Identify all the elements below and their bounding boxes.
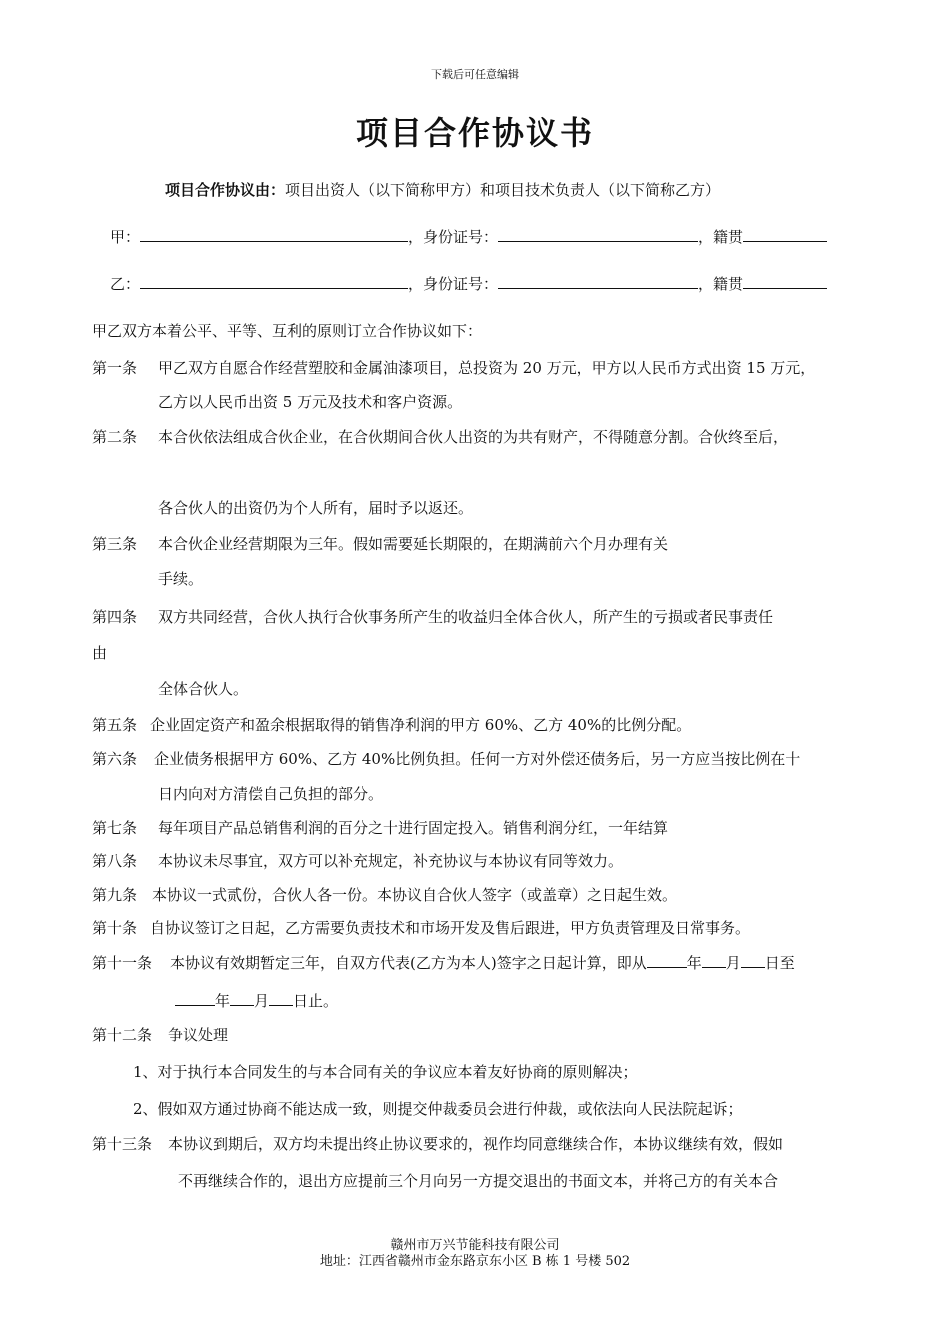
article-number: 第一条 [92, 359, 138, 377]
party-b-id-blank [498, 274, 698, 289]
day-to-label: 日至 [764, 954, 795, 972]
article-13 [92, 1133, 783, 1154]
article-10 [92, 917, 750, 938]
article-text: 本协议一式贰份，合伙人各一份。本协议自合伙人签字（或盖章）之日起生效。 [152, 886, 678, 904]
party-b-origin-blank [743, 274, 827, 289]
start-year-blank [647, 953, 687, 968]
party-a-id-label: ，身份证号： [408, 228, 499, 246]
party-a-name-blank [140, 227, 408, 242]
article-2 [92, 426, 788, 447]
article-number: 第十三条 [92, 1135, 153, 1153]
article-text: 本合伙企业经营期限为三年。假如需要延长期限的，在期满前六个月办理有关 [158, 535, 669, 553]
article-number: 第二条 [92, 428, 138, 446]
intro-text: 项目出资人（以下简称甲方）和项目技术负责人（以下简称乙方） [285, 181, 721, 199]
article-text: 本协议到期后，双方均未提出终止协议要求的，视作均同意继续合作，本协议继续有效，假如 [168, 1135, 784, 1153]
article-1 [92, 357, 815, 378]
article-text: 企业固定资产和盈余根据取得的销售净利润的甲方 60%、乙方 40%的比例分配。 [150, 716, 692, 734]
month-label: 月 [725, 954, 741, 972]
start-day-blank [741, 953, 765, 968]
article-text: 企业债务根据甲方 60%、乙方 40%比例负担。任何一方对外偿还债务后，另一方应当按比例在十 [154, 750, 801, 768]
article-text: 甲乙双方自愿合作经营塑胶和金属油漆项目，总投资为 20 万元，甲方以人民币方式出资 15 万元， [158, 359, 816, 377]
article-12-item-1: 1、对于执行本合同发生的与本合同有关的争议应本着友好协商的原则解决； [133, 1063, 638, 1081]
end-year-blank [175, 991, 215, 1006]
preamble: 甲乙双方本着公平、平等、互利的原则订立合作协议如下： [92, 322, 483, 340]
article-2-cont: 各合伙人的出资仍为个人所有，届时予以返还。 [158, 499, 474, 517]
article-3 [92, 533, 668, 554]
article-4 [92, 606, 773, 627]
article-text: 争议处理 [168, 1026, 229, 1044]
article-8 [92, 850, 623, 871]
article-text: 双方共同经营，合伙人执行合伙事务所产生的收益归全体合伙人，所产生的亏损或者民事责任 [158, 608, 774, 626]
year-label: 年 [686, 954, 702, 972]
article-number: 第八条 [92, 852, 138, 870]
party-a-id-blank [498, 227, 698, 242]
footer-company: 赣州市万兴节能科技有限公司 [390, 1238, 560, 1253]
page-header: 下载后可任意编辑 [431, 68, 519, 81]
article-number: 第十二条 [92, 1026, 153, 1044]
start-month-blank [702, 953, 726, 968]
party-a-origin-blank [743, 227, 827, 242]
article-7 [92, 817, 668, 838]
intro-line [165, 179, 720, 200]
party-b-line [110, 273, 827, 294]
article-number: 第六条 [92, 750, 138, 768]
article-text: 本协议有效期暂定三年，自双方代表(乙方为本人)签字之日起计算，即从 [170, 954, 647, 972]
article-number: 第七条 [92, 819, 138, 837]
article-text: 本合伙依法组成合伙企业，在合伙期间合伙人出资的为共有财产，不得随意分割。合伙终至后， [158, 428, 789, 446]
party-b-origin-label: ，籍贯 [698, 275, 744, 293]
article-text: 每年项目产品总销售利润的百分之十进行固定投入。销售利润分红，一年结算 [158, 819, 669, 837]
article-number: 第五条 [92, 716, 138, 734]
article-11-cont [175, 990, 338, 1011]
article-11 [92, 952, 795, 973]
article-4-cont: 全体合伙人。 [158, 680, 249, 698]
article-6-cont: 日内向对方清偿自己负担的部分。 [158, 785, 384, 803]
end-month-blank [230, 991, 254, 1006]
end-day-blank [269, 991, 293, 1006]
day-end-label: 日止。 [293, 992, 339, 1010]
party-b-id-label: ，身份证号： [408, 275, 499, 293]
article-1-cont: 乙方以人民币出资 5 万元及技术和客户资源。 [158, 393, 463, 411]
article-5 [92, 714, 691, 735]
article-6 [92, 748, 800, 769]
article-number: 第十条 [92, 919, 138, 937]
article-12-item-2: 2、假如双方通过协商不能达成一致，则提交仲裁委员会进行仲裁，或依法向人民法院起诉； [133, 1100, 743, 1118]
article-12 [92, 1024, 228, 1045]
article-9 [92, 884, 677, 905]
document-title: 项目合作协议书 [355, 114, 594, 152]
month-label: 月 [254, 992, 270, 1010]
article-number: 第四条 [92, 608, 138, 626]
article-number: 第十一条 [92, 954, 153, 972]
year-label: 年 [215, 992, 231, 1010]
party-a-label: 甲： [110, 228, 141, 246]
article-text: 自协议签订之日起，乙方需要负责技术和市场开发及售后跟进，甲方负责管理及日常事务。 [150, 919, 751, 937]
party-a-line [110, 226, 827, 247]
article-3-cont: 手续。 [158, 570, 204, 588]
party-a-origin-label: ，籍贯 [698, 228, 744, 246]
article-number: 第三条 [92, 535, 138, 553]
article-4-wrap: 由 [92, 644, 108, 662]
footer-address: 地址：江西省赣州市金东路京东小区 B 栋 1 号楼 502 [319, 1254, 631, 1269]
article-13-cont: 不再继续合作的，退出方应提前三个月向另一方提交退出的书面文本，并将己方的有关本合 [178, 1172, 779, 1190]
party-b-name-blank [140, 274, 408, 289]
intro-bold: 项目合作协议由： [165, 181, 286, 199]
party-b-label: 乙： [110, 275, 141, 293]
article-text: 本协议未尽事宜，双方可以补充规定，补充协议与本协议有同等效力。 [158, 852, 624, 870]
article-number: 第九条 [92, 886, 138, 904]
